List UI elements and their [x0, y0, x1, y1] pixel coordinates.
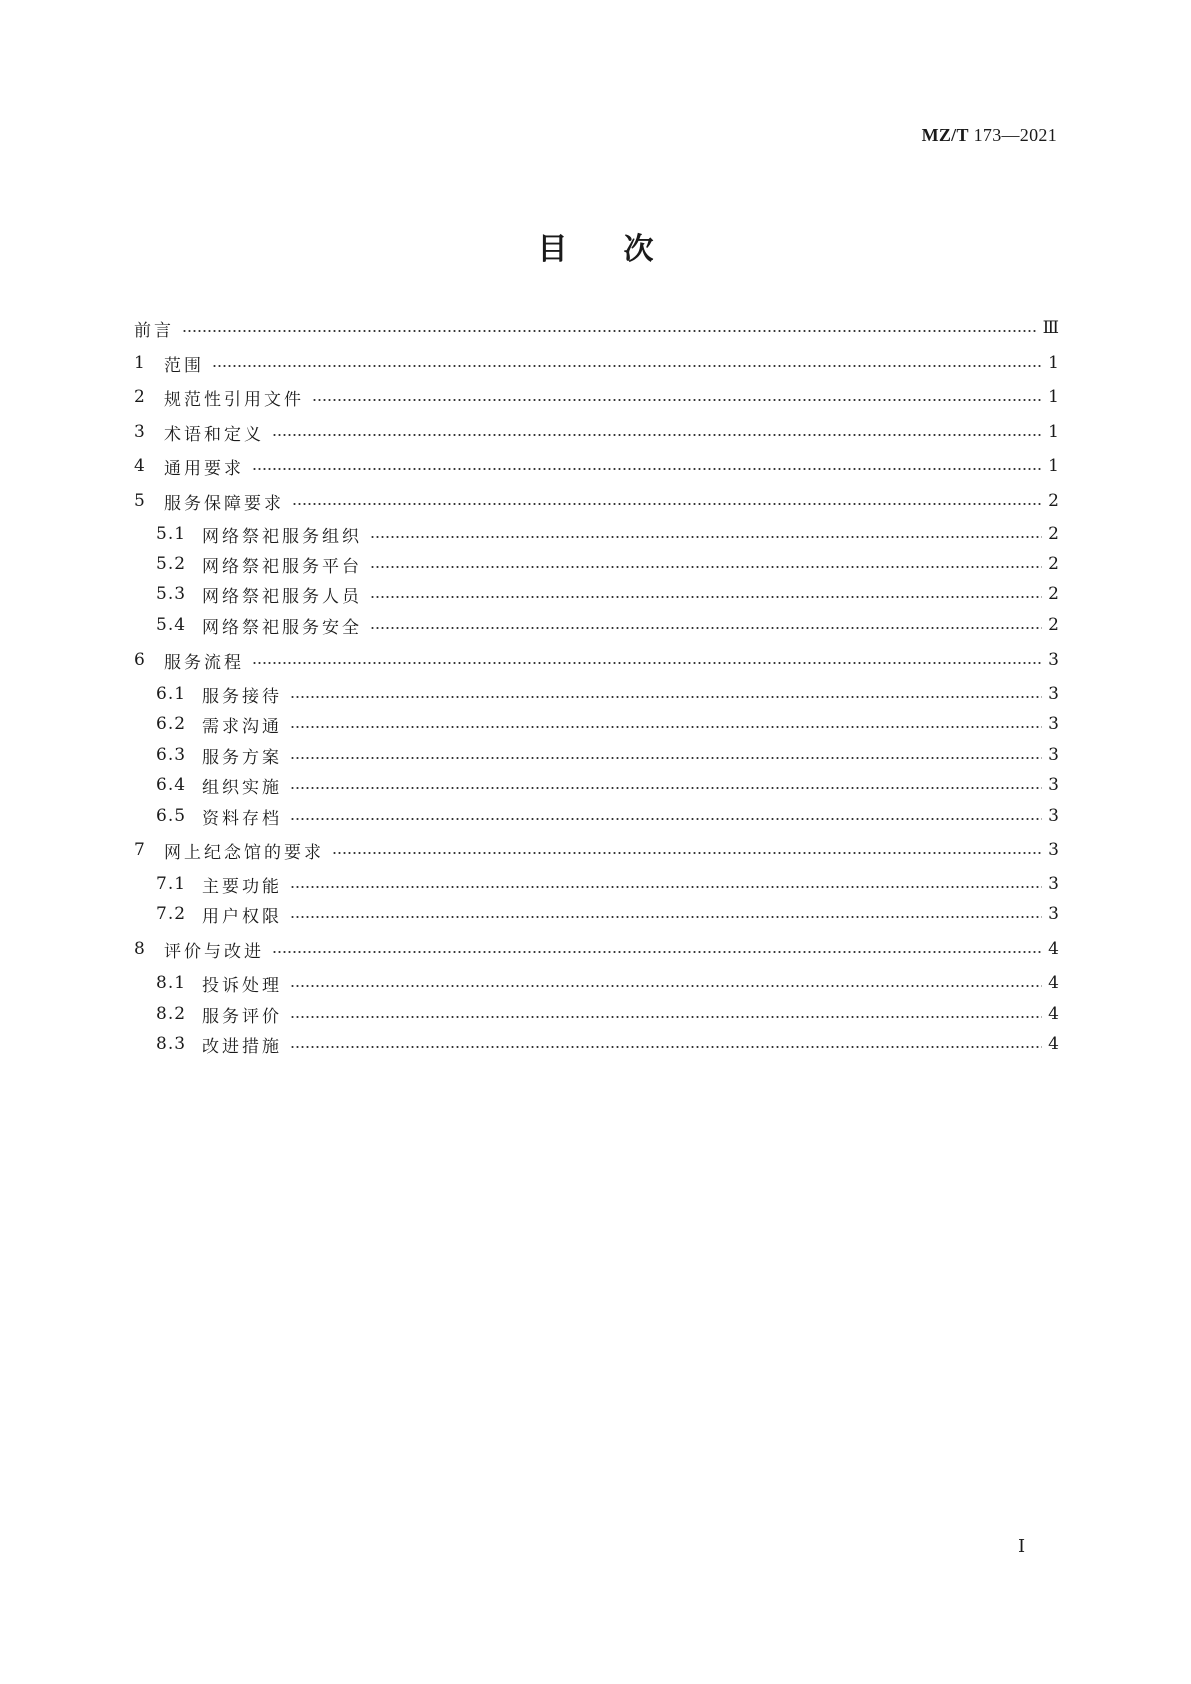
toc-entry-label: 服务接待	[202, 686, 282, 707]
toc-entry-page: Ⅲ	[1042, 318, 1059, 338]
toc-entry-label: 服务流程	[164, 652, 244, 673]
toc-entry-page: 4	[1048, 973, 1059, 993]
toc-entry[interactable]	[134, 420, 1059, 444]
toc-entry-number: 1	[134, 353, 146, 373]
toc-entry-label: 服务方案	[202, 747, 282, 768]
toc-entry-number: 8.2	[156, 1004, 187, 1024]
toc-entry-number: 7.2	[156, 904, 187, 924]
toc-subentry[interactable]	[156, 971, 1059, 995]
standard-number	[922, 125, 1057, 146]
toc-entry-number: 8.1	[156, 973, 187, 993]
toc-entry-number: 5.1	[156, 524, 187, 544]
toc-subentry[interactable]	[156, 743, 1059, 767]
toc-entry-page: 2	[1048, 554, 1059, 574]
toc-entry-label: 服务评价	[202, 1006, 282, 1027]
toc-entry-page: 2	[1048, 491, 1059, 511]
toc-leader-dots	[290, 726, 1042, 728]
toc-leader-dots	[212, 365, 1042, 367]
toc-leader-dots	[290, 985, 1042, 987]
toc-entry-page: 1	[1048, 387, 1059, 407]
toc-entry[interactable]	[134, 838, 1059, 862]
toc-entry[interactable]	[134, 454, 1059, 478]
toc-entry-label: 网络祭祀服务安全	[202, 617, 362, 638]
toc-entry-label: 通用要求	[164, 458, 244, 479]
toc-entry-label: 网络祭祀服务组织	[202, 526, 362, 547]
toc-leader-dots	[312, 399, 1042, 401]
toc-entry-page: 3	[1048, 904, 1059, 924]
toc-entry-page: 1	[1048, 353, 1059, 373]
toc-entry-number: 7.1	[156, 874, 187, 894]
toc-entry-label: 前言	[134, 320, 174, 341]
toc-entry-number: 6.1	[156, 684, 187, 704]
toc-entry-label: 主要功能	[202, 876, 282, 897]
toc-entry-label: 网络祭祀服务人员	[202, 586, 362, 607]
toc-entry-page: 4	[1048, 1004, 1059, 1024]
toc-subentry[interactable]	[156, 1002, 1059, 1026]
toc-entry-label: 改进措施	[202, 1036, 282, 1057]
toc-leader-dots	[290, 886, 1042, 888]
toc-leader-dots	[252, 662, 1042, 664]
toc-entry-number: 7	[134, 840, 146, 860]
toc-entry-number: 6.2	[156, 714, 187, 734]
toc-entry-number: 5	[134, 491, 146, 511]
toc-entry-number: 5.3	[156, 584, 187, 604]
toc-entry-page: 2	[1048, 524, 1059, 544]
toc-entry-page: 3	[1048, 874, 1059, 894]
toc-leader-dots	[370, 596, 1042, 598]
toc-leader-dots	[252, 468, 1042, 470]
toc-entry[interactable]	[134, 385, 1059, 409]
toc-entry-label: 术语和定义	[164, 424, 264, 445]
toc-subentry[interactable]	[156, 773, 1059, 797]
toc-entry-label: 服务保障要求	[164, 493, 284, 514]
toc-entry-number: 5.2	[156, 554, 187, 574]
toc-entry-page: 3	[1048, 806, 1059, 826]
toc-entry-number: 6	[134, 650, 146, 670]
toc-entry-page: 4	[1048, 939, 1059, 959]
standard-code: 173—2021	[973, 125, 1057, 145]
toc-entry[interactable]	[134, 351, 1059, 375]
toc-leader-dots	[332, 852, 1042, 854]
toc-entry-label: 规范性引用文件	[164, 389, 304, 410]
toc-subentry[interactable]	[156, 582, 1059, 606]
toc-entry-page: 3	[1048, 745, 1059, 765]
toc-entry-number: 3	[134, 422, 146, 442]
toc-subentry[interactable]	[156, 902, 1059, 926]
toc-entry-page: 2	[1048, 615, 1059, 635]
toc-entry-label: 评价与改进	[164, 941, 264, 962]
toc-leader-dots	[370, 536, 1042, 538]
toc-entry[interactable]	[134, 937, 1059, 961]
toc-entry-number: 4	[134, 456, 146, 476]
toc-entry-number: 8.3	[156, 1034, 187, 1054]
toc-entry-page: 1	[1048, 422, 1059, 442]
toc-leader-dots	[182, 330, 1037, 332]
toc-entry[interactable]	[134, 489, 1059, 513]
toc-entry-number: 8	[134, 939, 146, 959]
toc-entry-page: 4	[1048, 1034, 1059, 1054]
toc-entry-number: 6.3	[156, 745, 187, 765]
toc-leader-dots	[290, 787, 1042, 789]
toc-entry-label: 需求沟通	[202, 716, 282, 737]
toc-entry-label: 网上纪念馆的要求	[164, 842, 324, 863]
toc-leader-dots	[272, 434, 1042, 436]
toc-subentry[interactable]	[156, 682, 1059, 706]
toc-entry-page: 3	[1048, 840, 1059, 860]
toc-entry-number: 6.4	[156, 775, 187, 795]
toc-entry-page: 3	[1048, 684, 1059, 704]
standard-prefix: MZ/T	[921, 125, 969, 145]
toc-subentry[interactable]	[156, 712, 1059, 736]
toc-subentry[interactable]	[156, 1032, 1059, 1056]
toc-entry-number: 5.4	[156, 615, 187, 635]
toc-entry-label: 组织实施	[202, 777, 282, 798]
toc-entry-page: 3	[1048, 714, 1059, 734]
toc-subentry[interactable]	[156, 872, 1059, 896]
toc-subentry[interactable]	[156, 613, 1059, 637]
toc-entry-label: 网络祭祀服务平台	[202, 556, 362, 577]
toc-entry-label: 用户权限	[202, 906, 282, 927]
toc-leader-dots	[290, 757, 1042, 759]
toc-leader-dots	[290, 916, 1042, 918]
toc-entry-page: 3	[1048, 775, 1059, 795]
toc-leader-dots	[290, 1016, 1042, 1018]
toc-entry-page: 3	[1048, 650, 1059, 670]
toc-entry[interactable]	[134, 648, 1059, 672]
toc-entry-number: 6.5	[156, 806, 187, 826]
toc-subentry[interactable]	[156, 552, 1059, 576]
toc-entry-label: 范围	[164, 355, 204, 376]
toc-entry-number: 2	[134, 387, 146, 407]
page-number: I	[1018, 1536, 1026, 1557]
page-title: 目次	[537, 232, 710, 267]
toc-leader-dots	[290, 696, 1042, 698]
toc-leader-dots	[290, 818, 1042, 820]
toc-entry-page: 2	[1048, 584, 1059, 604]
toc-entry-foreword[interactable]	[134, 316, 1059, 340]
toc-entry-label: 资料存档	[202, 808, 282, 829]
toc-subentry[interactable]	[156, 804, 1059, 828]
toc-entry-page: 1	[1048, 456, 1059, 476]
toc-leader-dots	[370, 627, 1042, 629]
toc-leader-dots	[272, 951, 1042, 953]
toc-leader-dots	[370, 566, 1042, 568]
toc-leader-dots	[290, 1046, 1042, 1048]
toc-leader-dots	[292, 503, 1042, 505]
toc-entry-label: 投诉处理	[202, 975, 282, 996]
toc-subentry[interactable]	[156, 522, 1059, 546]
